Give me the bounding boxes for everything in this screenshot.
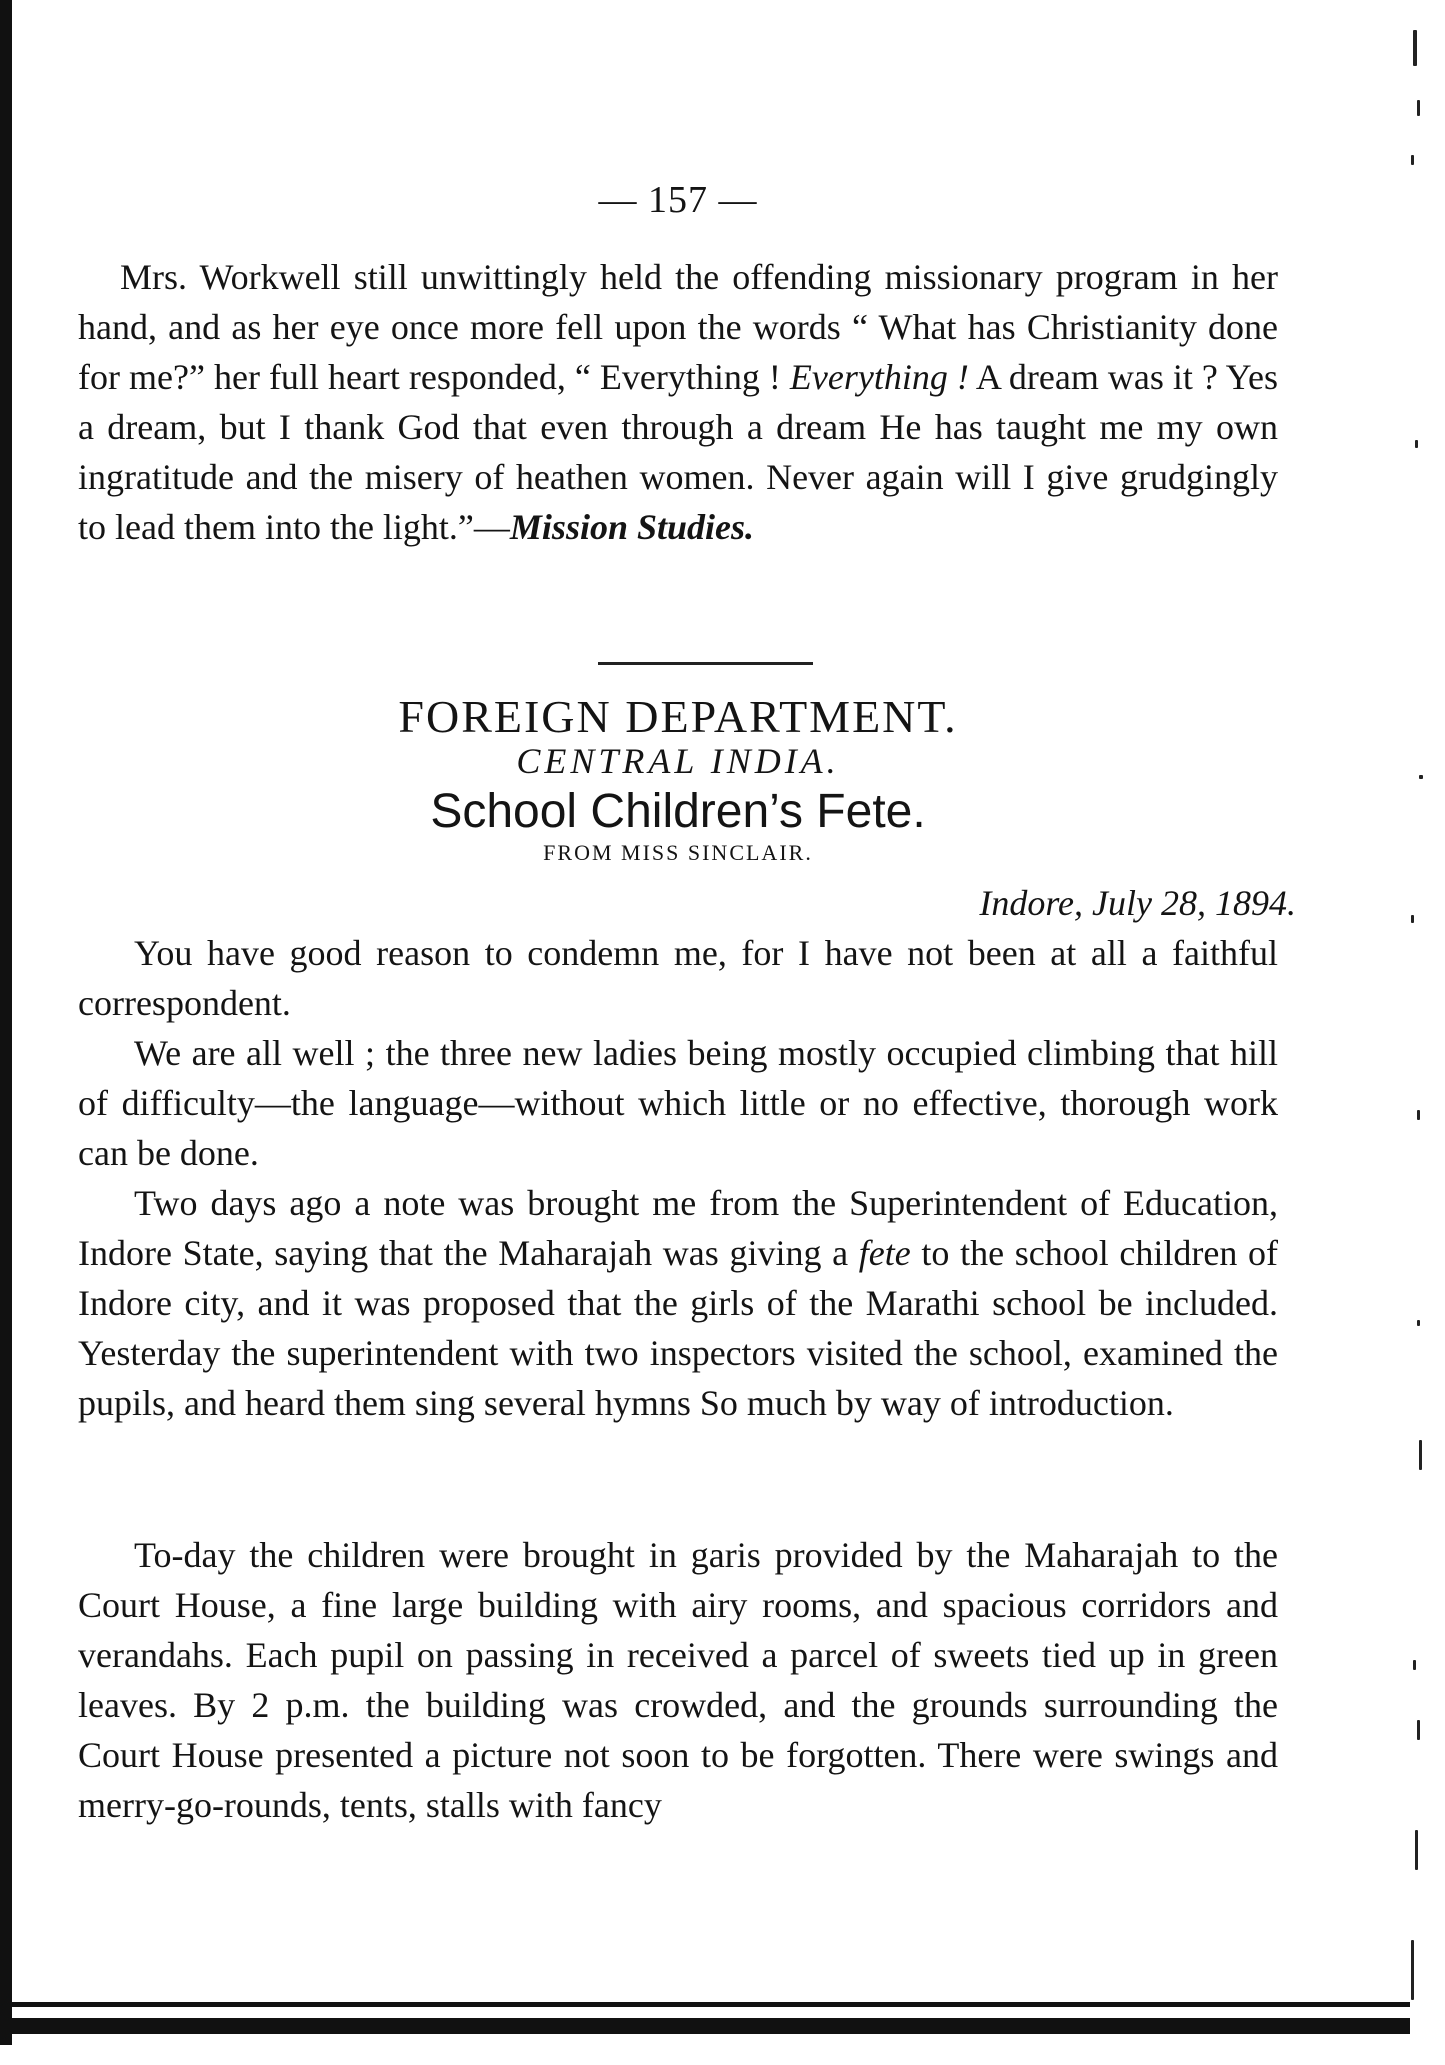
bottom-margin-rule [0, 2018, 1410, 2034]
left-margin-rule [0, 0, 12, 2045]
article-headline: School Children’s Fete. [430, 785, 926, 838]
region-heading: CENTRAL INDIA. [516, 741, 840, 781]
section-divider [598, 662, 813, 665]
letter-paragraph-1: You have good reason to condemn me, for I have not been at all a faithful correspondent. [78, 933, 1278, 1023]
letter-paragraph-2: We are all well ; the three new ladies being mostly occupied climbing that hill of difficulty—the language—without which little or no effective, thorough work can be done. [78, 1033, 1278, 1173]
letter-p3-emphasis: fete [858, 1233, 911, 1273]
article-byline: FROM MISS SINCLAIR. [543, 840, 813, 865]
intro-paragraph [78, 252, 1278, 552]
letter-paragraph-3 [78, 1178, 1278, 1428]
scan-edge-specks [1403, 20, 1427, 2020]
letter-paragraph-4: To-day the children were brought in garis provided by the Maharajah to the Court House, a fine large building with airy rooms, and spacious corridors and verandahs. Each pupil on passing in received a parcel of sweets tied up in green leaves. By 2 p.m. the building was crowded, and the grounds surrounding the Court House presented a picture not soon to be forgotten. There were swings and merry-go-rounds, tents, stalls with fancy [78, 1535, 1278, 1825]
page-number: — 157 — [598, 179, 758, 221]
intro-text-after: A dream was it ? Yes a dream, but I thank God that even through a dream He has taught me my own ingratitude and the misery of heathen women. Never again will I give grudgingly to lead them into the light.”— [78, 357, 1278, 547]
intro-source: Mission Studies. [509, 507, 755, 547]
article-dateline: Indore, July 28, 1894. [979, 883, 1296, 923]
bottom-thin-rule [0, 2002, 1410, 2007]
letter-p3-before: Two days ago a note was brought me from the Superintendent of Education, Indore State, saying that the Maharajah was giving a [78, 1183, 1278, 1273]
letter-p3-after: to the school children of Indore city, and it was proposed that the girls of the Marathi school be included. Yesterday the superintendent with two inspectors visited the school, examined the pupils, and heard them sing several hymns So much by way of introduction. [78, 1233, 1278, 1423]
intro-text-before: Mrs. Workwell still unwittingly held the offending missionary program in her hand, and as her eye once more fell upon the words “ What has Christianity done for me?” her full heart responded, “ Everything ! [78, 257, 1278, 397]
department-heading: FOREIGN DEPARTMENT. [398, 691, 958, 742]
intro-emphasis: Everything ! [789, 357, 969, 397]
